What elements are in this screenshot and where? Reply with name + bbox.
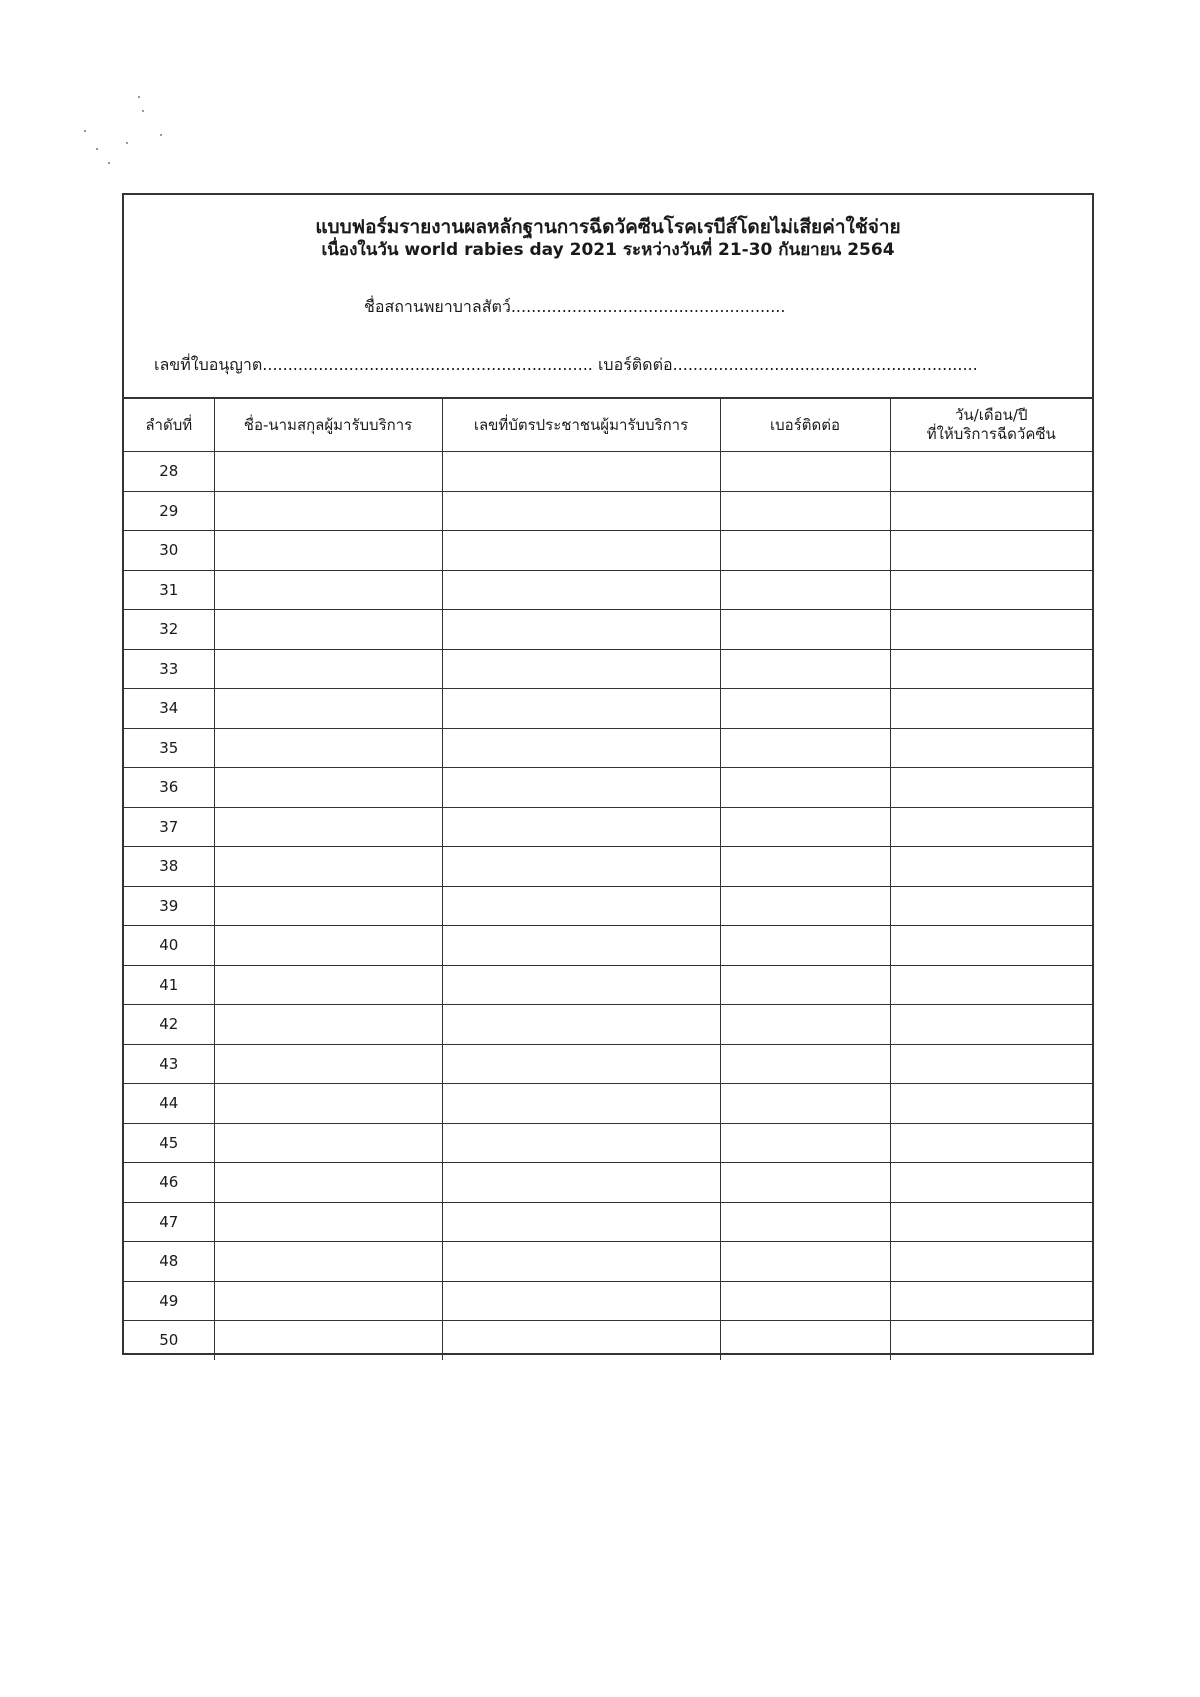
date-cell[interactable] [890,1123,1092,1163]
id-card-cell[interactable] [442,886,720,926]
phone-cell[interactable] [720,610,890,650]
scan-speck [142,110,144,112]
date-cell[interactable] [890,1242,1092,1282]
name-cell[interactable] [214,1123,442,1163]
name-cell[interactable] [214,847,442,887]
form-header [124,195,1092,399]
phone-cell[interactable] [720,807,890,847]
id-card-cell[interactable] [442,926,720,966]
table-row [124,886,1092,926]
phone-cell[interactable] [720,926,890,966]
row-number: 43 [124,1044,214,1084]
phone-cell[interactable] [720,1242,890,1282]
phone-cell[interactable] [720,649,890,689]
table-row [124,1123,1092,1163]
row-number: 30 [124,531,214,571]
date-cell[interactable] [890,689,1092,729]
phone-cell[interactable] [720,452,890,492]
date-cell[interactable] [890,768,1092,808]
phone-cell[interactable] [720,689,890,729]
date-cell[interactable] [890,1321,1092,1360]
table-row [124,491,1092,531]
name-cell[interactable] [214,1321,442,1360]
date-cell[interactable] [890,1044,1092,1084]
row-number: 50 [124,1321,214,1360]
table-row [124,452,1092,492]
scan-speck [138,96,140,98]
phone-cell[interactable] [720,1123,890,1163]
scan-speck [108,162,110,164]
table-row [124,531,1092,571]
table-row [124,728,1092,768]
date-cell[interactable] [890,649,1092,689]
table-body [124,452,1092,1360]
row-number: 49 [124,1281,214,1321]
phone-cell[interactable] [720,1163,890,1203]
phone-cell[interactable] [720,965,890,1005]
id-card-cell[interactable] [442,610,720,650]
row-number: 36 [124,768,214,808]
table-row [124,1242,1092,1282]
report-form [122,193,1094,1355]
name-cell[interactable] [214,689,442,729]
phone-cell[interactable] [720,728,890,768]
id-card-cell[interactable] [442,1281,720,1321]
table-row [124,1044,1092,1084]
id-card-cell[interactable] [442,531,720,571]
date-cell[interactable] [890,1202,1092,1242]
table-row [124,1005,1092,1045]
table-row [124,1163,1092,1203]
id-card-cell[interactable] [442,807,720,847]
date-cell[interactable] [890,610,1092,650]
row-number: 31 [124,570,214,610]
row-number: 48 [124,1242,214,1282]
date-cell[interactable] [890,1281,1092,1321]
phone-cell[interactable] [720,1281,890,1321]
hospital-name-field[interactable]: ชื่อสถานพยาบาลสัตว์...................................................... [364,297,786,316]
name-cell[interactable] [214,452,442,492]
row-number: 44 [124,1084,214,1124]
row-number: 45 [124,1123,214,1163]
phone-cell[interactable] [720,768,890,808]
id-card-cell[interactable] [442,965,720,1005]
id-card-cell[interactable] [442,1202,720,1242]
form-title: แบบฟอร์มรายงานผลหลักฐานการฉีดวัคซีนโรคเรบีส์โดยไม่เสียค่าใช้จ่าย [315,216,901,238]
table-row [124,926,1092,966]
id-card-cell[interactable] [442,1084,720,1124]
column-header-phone: เบอร์ติดต่อ [720,399,890,452]
column-header-id-card: เลขที่บัตรประชาชนผู้มารับบริการ [442,399,720,452]
scan-speck [84,130,86,132]
phone-cell[interactable] [720,1321,890,1360]
name-cell[interactable] [214,610,442,650]
date-cell[interactable] [890,531,1092,571]
table-row [124,689,1092,729]
table-row [124,1202,1092,1242]
form-subtitle: เนื่องในวัน world rabies day 2021 ระหว่างวันที่ 21-30 กันยายน 2564 [321,240,895,260]
id-card-cell[interactable] [442,728,720,768]
table-row [124,847,1092,887]
row-number: 28 [124,452,214,492]
date-cell[interactable] [890,847,1092,887]
id-card-cell[interactable] [442,649,720,689]
date-cell[interactable] [890,965,1092,1005]
row-number: 38 [124,847,214,887]
table-row [124,649,1092,689]
table-row [124,610,1092,650]
date-cell[interactable] [890,807,1092,847]
name-cell[interactable] [214,1084,442,1124]
date-cell[interactable] [890,570,1092,610]
phone-cell[interactable] [720,1005,890,1045]
license-contact-field[interactable]: เลขที่ใบอนุญาต................................................................. เบอร์ติดต่อ............................................................ [154,355,978,374]
name-cell[interactable] [214,1281,442,1321]
column-header-number: ลำดับที่ [124,399,214,452]
name-cell[interactable] [214,1005,442,1045]
table-row [124,768,1092,808]
id-card-cell[interactable] [442,1321,720,1360]
date-cell[interactable] [890,926,1092,966]
id-card-cell[interactable] [442,570,720,610]
id-card-cell[interactable] [442,1123,720,1163]
table-row [124,1321,1092,1360]
row-number: 41 [124,965,214,1005]
name-cell[interactable] [214,807,442,847]
table-row [124,570,1092,610]
row-number: 33 [124,649,214,689]
name-cell[interactable] [214,965,442,1005]
phone-cell[interactable] [720,1084,890,1124]
id-card-cell[interactable] [442,491,720,531]
row-number: 47 [124,1202,214,1242]
row-number: 40 [124,926,214,966]
phone-cell[interactable] [720,531,890,571]
name-cell[interactable] [214,649,442,689]
id-card-cell[interactable] [442,1044,720,1084]
name-cell[interactable] [214,1163,442,1203]
id-card-cell[interactable] [442,768,720,808]
id-card-cell[interactable] [442,1163,720,1203]
scan-speck [160,134,162,136]
phone-cell[interactable] [720,886,890,926]
table-row [124,1084,1092,1124]
table-header-row [124,399,1092,452]
column-header-name: ชื่อ-นามสกุลผู้มารับบริการ [214,399,442,452]
scan-speck [126,142,128,144]
vaccination-table [124,399,1092,1360]
date-cell[interactable] [890,1005,1092,1045]
phone-cell[interactable] [720,1202,890,1242]
id-card-cell[interactable] [442,689,720,729]
row-number: 46 [124,1163,214,1203]
id-card-cell[interactable] [442,1242,720,1282]
name-cell[interactable] [214,491,442,531]
date-cell[interactable] [890,452,1092,492]
name-cell[interactable] [214,1044,442,1084]
date-cell[interactable] [890,728,1092,768]
name-cell[interactable] [214,1242,442,1282]
row-number: 29 [124,491,214,531]
row-number: 39 [124,886,214,926]
row-number: 37 [124,807,214,847]
phone-cell[interactable] [720,1044,890,1084]
date-cell[interactable] [890,1084,1092,1124]
row-number: 34 [124,689,214,729]
id-card-cell[interactable] [442,1005,720,1045]
table-row [124,807,1092,847]
row-number: 35 [124,728,214,768]
phone-cell[interactable] [720,570,890,610]
date-cell[interactable] [890,1163,1092,1203]
name-cell[interactable] [214,768,442,808]
name-cell[interactable] [214,926,442,966]
scan-speck [96,148,98,150]
table-row [124,965,1092,1005]
row-number: 32 [124,610,214,650]
table-row [124,1281,1092,1321]
phone-cell[interactable] [720,847,890,887]
date-cell[interactable] [890,491,1092,531]
id-card-cell[interactable] [442,847,720,887]
name-cell[interactable] [214,1202,442,1242]
column-header-date: วัน/เดือน/ปี ที่ให้บริการฉีดวัคซีน [890,399,1092,452]
name-cell[interactable] [214,531,442,571]
date-cell[interactable] [890,886,1092,926]
name-cell[interactable] [214,886,442,926]
name-cell[interactable] [214,728,442,768]
name-cell[interactable] [214,570,442,610]
id-card-cell[interactable] [442,452,720,492]
phone-cell[interactable] [720,491,890,531]
row-number: 42 [124,1005,214,1045]
